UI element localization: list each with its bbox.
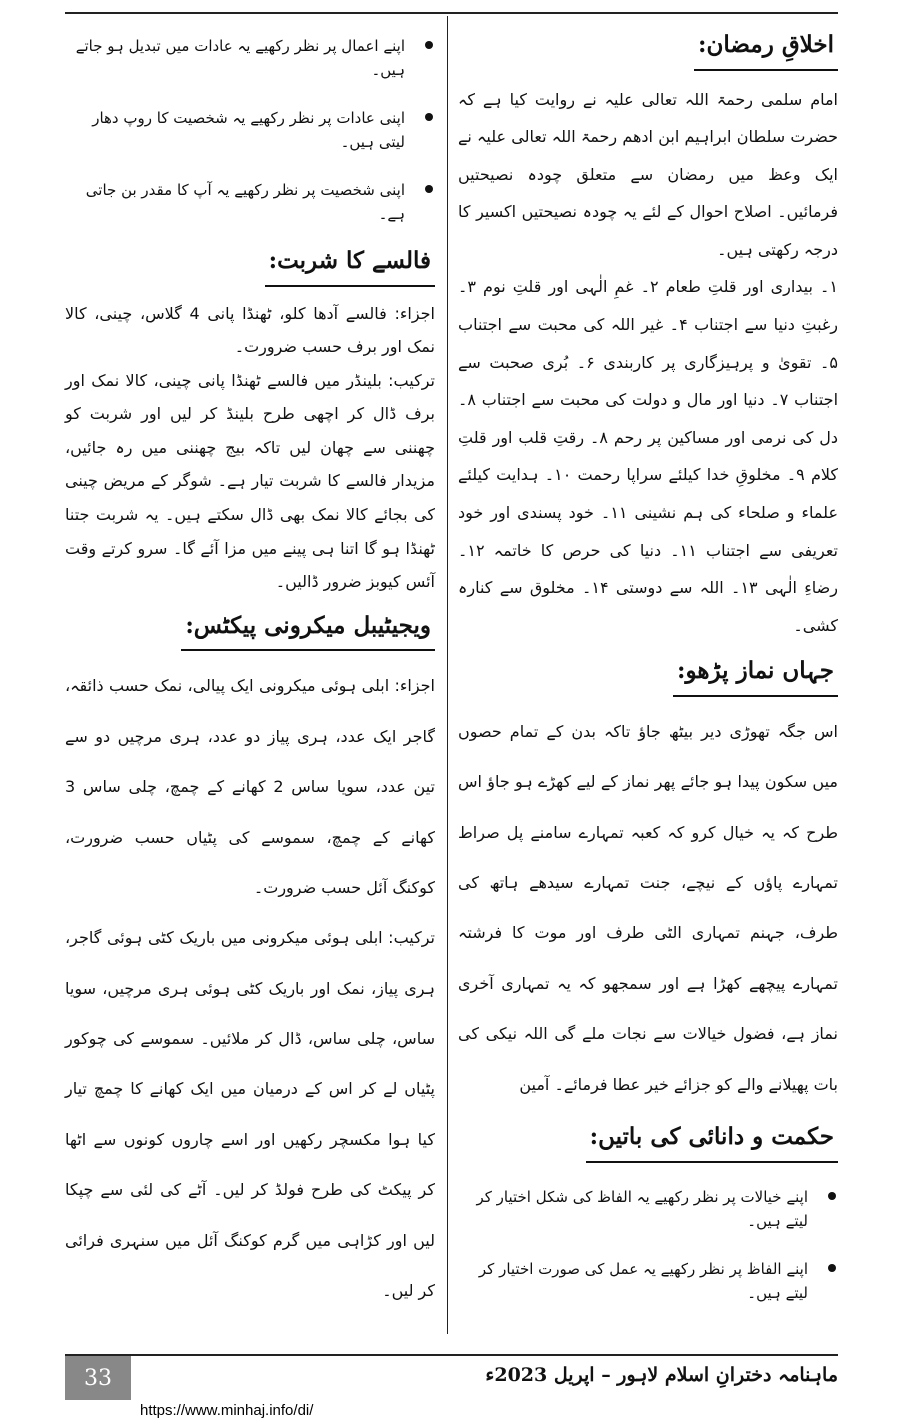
- akhlaq-intro-paragraph: امام سلمی رحمۃ اللہ تعالی علیہ نے روایت کیا ہے کہ حضرت سلطان ابراہیم ابن ادھم رحمۃ اللہ تعالی علیہ نے ایک وعظ میں رمضان سے متعلق چودہ نصیحتیں فرمائیں۔ اصلاح احوال کے لئے یہ چودہ نصیحتیں اکسیر کا درجہ رکھتی ہیں۔: [458, 89, 838, 259]
- list-item: اپنی شخصیت پر نظر رکھیے یہ آپ کا مقدر بن جاتی ہے۔: [65, 166, 435, 238]
- list-item: اپنے خیالات پر نظر رکھیے یہ الفاظ کی شکل اختیار کر لیتے ہیں۔: [458, 1173, 838, 1245]
- source-url[interactable]: https://www.minhaj.info/di/: [140, 1402, 314, 1419]
- hikmat-bullet-list: [458, 1173, 838, 1317]
- section-namaz: [458, 648, 838, 1110]
- bullet-icon: [425, 41, 433, 49]
- macaroni-method: ترکیب: ابلی ہوئی میکرونی میں باریک کٹی ہوئی گاجر، ہری پیاز، نمک اور باریک کٹی ہوئی ہری مرچیں، سویا ساس، چلی ساس، ڈال کر ملائیں۔ سموسے کی چوکور پٹیاں لے کر اس کے درمیان میں ایک کھانے کا چمچ تیار کیا ہوا مکسچر رکھیں اور اسے چاروں کونوں سے اٹھا کر پیکٹ کی طرح فولڈ کر لیں۔ آٹے کی لئی سے چپکا لیں اور کڑاہی میں گرم کوکنگ آئل میں سنہری فرائی کر لیں۔: [65, 928, 435, 1301]
- akhlaq-list-paragraph: ۱۔ بیداری اور قلتِ طعام ۲۔ غمِ الٰہی اور قلتِ نوم ۳۔ رغبتِ دنیا سے اجتناب ۴۔ غیر اللہ کی محبت سے اجتناب ۵۔ تقویٰ و پرہیزگاری پر کاربندی ۶۔ بُری صحبت سے اجتناب ۷۔ دنیا اور مال و دولت کی محبت سے اجتناب ۸۔ دل کی نرمی اور مساکین پر رحم ۸۔ رقتِ قلب اور قلتِ کلام ۹۔ مخلوقِ خدا کیلئے سراپا رحمت ۱۰۔ ہدایت کیلئے علماء و صلحاء کی ہم نشینی ۱۱۔ خود پسندی اور خود تعریفی سے اجتناب ۱۱۔ دنیا کی حرص کا خاتمہ ۱۲۔ رضاءِ الٰہی ۱۳۔ اللہ سے دوستی ۱۴۔ مخلوق سے کنارہ کشی۔: [458, 277, 839, 635]
- bottom-rule: [65, 1354, 838, 1356]
- macaroni-ingredients: اجزاء: ابلی ہوئی میکرونی ایک پیالی، نمک حسب ذائقہ، گاجر ایک عدد، ہری پیاز دو عدد، ہری مرچیں دو سے تین عدد، سویا ساس 2 کھانے کے چمچ، چلی ساس 3 کھانے کے چمچ، سموسے کی پٹیاں حسب ضرورت، کوکنگ آئل حسب ضرورت۔: [65, 676, 436, 897]
- page-number: 33: [65, 1356, 131, 1400]
- section-akhlaq-ramzan: [458, 22, 838, 644]
- heading-hikmat: حکمت و دانائی کی باتیں:: [586, 1120, 838, 1163]
- top-rule: [65, 12, 838, 14]
- section-falsa: [65, 238, 435, 599]
- column-divider: [447, 16, 448, 1334]
- falsa-ingredients: اجزاء: فالسے آدھا کلو، ٹھنڈا پانی 4 گلاس، چینی، کالا نمک اور برف حسب ضرورت۔: [65, 303, 435, 357]
- namaz-paragraph: اس جگہ تھوڑی دیر بیٹھ جاؤ تاکہ بدن کے تمام حصوں میں سکون پیدا ہو جائے پھر نماز کے لیے کھڑے ہو جاؤ اس طرح کہ یہ خیال کرو کہ کعبہ تمہارے سامنے پل صراط تمہارے پاؤں کے نیچے، جنت تمہارے سیدھے ہاتھ کی طرف، جہنم تمہاری الٹی طرف اور موت کا فرشتہ تمہارے پیچھے کھڑا ہے اور سمجھو کہ یہ تمہاری آخری نماز ہے، فضول خیالات سے نجات ملے گی اللہ نیکی کی بات پھیلانے والے کو جزائے خیر عطا فرمائے۔ آمین: [458, 721, 838, 1094]
- falsa-method: ترکیب: بلینڈر میں فالسے ٹھنڈا پانی چینی، کالا نمک اور برف ڈال کر اچھی طرح بلینڈ کر لیں اور شربت کو چھننی سے چھان لیں تاکہ بیج چھننی میں رہ جائیں، مزیدار فالسے کا شربت تیار ہے۔ شوگر کے مریض چینی کی بجائے کالا نمک بھی ڈال سکتے ہیں۔ یہ شربت جتنا ٹھنڈا ہو گا اتنا ہی پینے میں مزا آئے گا۔ سرو کرتے وقت آئس کیوبز ضرور ڈالیں۔: [65, 370, 435, 592]
- bullet-icon: [828, 1192, 836, 1200]
- bullet-icon: [425, 113, 433, 121]
- left-column: [65, 22, 435, 1320]
- heading-macaroni-packets: ویجیٹیبل میکرونی پیکٹس:: [181, 609, 435, 652]
- list-item: اپنے اعمال پر نظر رکھیے یہ عادات میں تبدیل ہو جاتے ہیں۔: [65, 22, 435, 94]
- bullet-icon: [425, 185, 433, 193]
- section-macaroni: [65, 603, 435, 1317]
- section-hikmat: [458, 1114, 838, 1317]
- right-column: [458, 22, 838, 1321]
- bullet-icon: [828, 1264, 836, 1272]
- list-item: اپنی عادات پر نظر رکھیے یہ شخصیت کا روپ دھار لیتی ہیں۔: [65, 94, 435, 166]
- list-item: اپنے الفاظ پر نظر رکھیے یہ عمل کی صورت اختیار کر لیتے ہیں۔: [458, 1245, 838, 1317]
- heading-akhlaq-ramzan: اخلاقِ رمضان:: [694, 28, 838, 71]
- heading-namaz: جہاں نماز پڑھو:: [673, 654, 838, 697]
- magazine-title: ماہنامہ دخترانِ اسلام لاہور – اپریل 2023ء: [485, 1364, 838, 1386]
- hikmat-bullet-list-continued: [65, 22, 435, 238]
- heading-falsa-sharbat: فالسے کا شربت:: [265, 244, 435, 287]
